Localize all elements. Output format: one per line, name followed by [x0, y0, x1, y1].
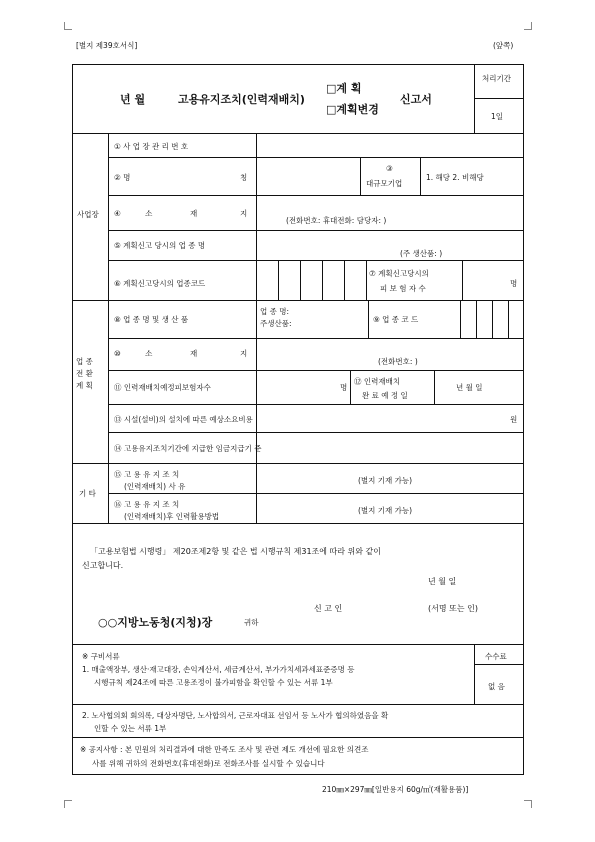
insured-unit: 명	[510, 279, 518, 288]
label-new-industry-code: ⑨ 업 종 코 드	[373, 315, 419, 324]
doc-item-2b: 인할 수 있는 서류 1부	[94, 724, 167, 733]
completion-date-field: 년 월 일	[456, 383, 483, 392]
label-new-address-b: 재	[190, 349, 198, 358]
reassign-count-unit: 명	[340, 383, 348, 392]
page-side: (앞쪽)	[493, 41, 514, 50]
period-label: 처리기간	[482, 74, 511, 83]
label-large-company-no: ③	[386, 164, 393, 173]
notice-text: ※ 공지사항 : 본 민원의 처리결과에 대한 만족도 조사 및 관련 제도 개선에 필요한 의견조	[80, 745, 369, 754]
main-product-field: (주 생산품: )	[400, 249, 443, 258]
new-main-product: 주생산품:	[260, 319, 292, 328]
label-new-address-c: 지	[240, 349, 248, 358]
declaration-text-2: 신고합니다.	[82, 561, 124, 570]
doc-item-2: 2. 노사협의회 회의록, 대상자명단, 노사합의서, 근로자대표 선임서 등 노사가 협의하였음을 확	[82, 711, 389, 720]
signature-field: (서명 또는 인)	[428, 604, 478, 613]
label-utilization-b: (인력재배치)후 인력활용방법	[124, 512, 220, 521]
label-name-b: 칭	[240, 173, 248, 182]
label-reassign-count: ⑪ 인력재배치예정피보험자수	[114, 383, 211, 392]
label-wage-criteria: ⑭ 고용유지조치기간에 지급한 임금지급기 준	[114, 444, 262, 453]
addressee-office: ○○지방노동청(지청)장	[98, 616, 213, 629]
new-industry-name: 업 종 명:	[260, 307, 290, 316]
reason-field: (별지 기재 가능)	[358, 476, 413, 485]
addressee-honorific: 귀하	[244, 618, 259, 627]
label-name: ② 명	[114, 173, 131, 182]
declaration-text: 「고용보험법 시행령」 제20조제2항 및 같은 법 시행규칙 제31조에 따라 위와 같이	[90, 547, 381, 556]
form-title-suffix: 신고서	[400, 93, 432, 106]
option-change-checkbox[interactable]: □계획변경	[326, 103, 379, 116]
label-address-c: 지	[240, 209, 248, 218]
label-new-address: ⑩ 소	[114, 349, 164, 358]
fee-value: 없 음	[488, 682, 505, 691]
crop-mark	[64, 22, 72, 30]
large-company-options: 1. 해당 2. 비해당	[426, 173, 484, 182]
label-reason-b: (인력재배치) 사 유	[124, 482, 186, 491]
label-completion-date-b: 완 료 예 정 일	[362, 391, 408, 400]
paper-spec: 210㎜×297㎜[일반용지 60g/㎡(재활용품)]	[322, 785, 469, 794]
label-new-industry: ⑧ 업 종 명 및 생 산 품	[114, 315, 189, 324]
label-industry-code: ⑥ 계획신고당시의 업종코드	[114, 279, 206, 288]
fee-label: 수수료	[485, 652, 507, 661]
new-address-phone: (전화번호: )	[378, 357, 418, 366]
option-plan-checkbox[interactable]: □계 획	[326, 82, 362, 95]
crop-mark	[64, 800, 72, 808]
declaration-date: 년 월 일	[428, 577, 457, 586]
label-address: ④ 소	[114, 209, 164, 218]
title-year-month: 년 월	[120, 93, 146, 106]
label-industry-name: ⑤ 계획신고 당시의 업 종 명	[114, 241, 206, 250]
form-title: 고용유지조치(인력재배치)	[178, 93, 305, 106]
label-workplace-id: ① 사 업 장 관 리 번 호	[114, 142, 189, 151]
doc-item-1b: 시행규칙 제24조에 따른 고용조정이 불가피함을 확인할 수 있는 서류 1부	[94, 678, 333, 687]
period-value: 1일	[491, 112, 504, 121]
label-insured-count-b: 피 보 험 자 수	[380, 284, 426, 293]
label-completion-date: ⑫ 인력재배치	[354, 377, 401, 386]
address-phone-fields: (전화번호: 휴대전화: 담당자: )	[286, 216, 387, 225]
section-business: 사업장	[77, 210, 99, 219]
label-facility-cost: ⑬ 시설(설비)의 설치에 따른 예상소요비용	[114, 415, 253, 424]
crop-mark	[524, 22, 532, 30]
docs-heading: ※ 구비서류	[82, 652, 120, 661]
section-business-change: 업 종 전 환 계 획	[76, 357, 93, 390]
crop-mark	[524, 800, 532, 808]
label-utilization: ⑯ 고 용 유 지 조 치	[114, 500, 180, 509]
utilization-field: (별지 기재 가능)	[358, 506, 413, 515]
label-reason: ⑮ 고 용 유 지 조 치	[114, 470, 180, 479]
section-etc: 기 타	[79, 489, 96, 498]
doc-item-1: 1. 매출액장부, 생산·재고대장, 손익계산서, 세금계산서, 부가가치세과세표준증명 등	[82, 665, 355, 674]
facility-cost-unit: 원	[510, 415, 518, 424]
label-large-company: 대규모기업	[366, 179, 403, 188]
form-number: [별지 제39호서식]	[76, 41, 138, 50]
label-address-b: 재	[190, 209, 198, 218]
label-insured-count: ⑦ 계획신고당시의	[369, 269, 429, 278]
notice-text-2: 사를 위해 귀하의 전화번호(휴대전화)로 전화조사를 실시할 수 있습니다	[92, 759, 325, 768]
applicant-label: 신 고 인	[314, 604, 343, 613]
